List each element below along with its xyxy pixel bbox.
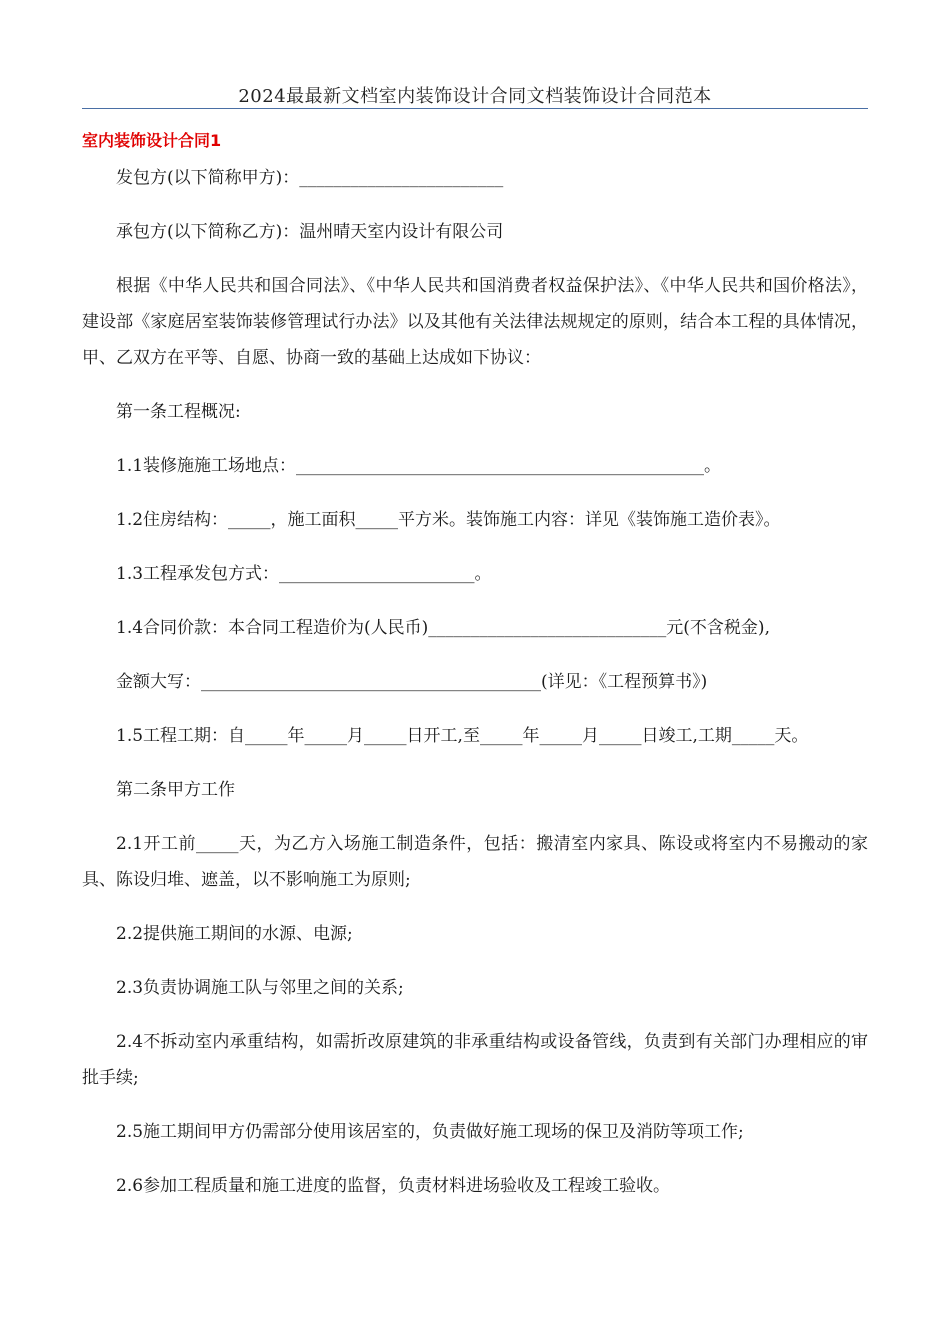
- paragraph-1-1: 1.1装修施施工场地点：________________________________________________。: [116, 456, 722, 476]
- paragraph-article-1-title: 第一条工程概况:: [116, 402, 241, 422]
- paragraph-article-2-title: 第二条甲方工作: [116, 780, 235, 800]
- paragraph-2-6: 2.6参加工程质量和施工进度的监督，负责材料进场验收及工程竣工验收。: [116, 1176, 671, 1196]
- paragraph-2-2: 2.2提供施工期间的水源、电源;: [116, 924, 353, 944]
- paragraph-amount-in-words: 金额大写：________________________________________(详见：《工程预算书》): [116, 672, 708, 692]
- paragraph-2-1: 2.1开工前_____天，为乙方入场施工制造条件，包括：搬清室内家具、陈设或将室内不易搬动的家具、陈设归堆、遮盖，以不影响施工为原则;: [82, 834, 868, 890]
- document-header-title: 2024最最新文档室内装饰设计合同文档装饰设计合同范本: [238, 86, 712, 107]
- paragraph-party-a: 发包方(以下简称甲方)：________________________: [116, 168, 504, 188]
- document-body: [82, 160, 868, 1222]
- paragraph-1-5: 1.5工程工期：自_____年_____月_____日开工,至_____年_____月_____日竣工,工期_____天。: [116, 726, 809, 746]
- paragraph-party-b: 承包方(以下简称乙方)：温州晴天室内设计有限公司: [116, 222, 504, 242]
- paragraph-2-5: 2.5施工期间甲方仍需部分使用该居室的，负责做好施工现场的保卫及消防等项工作;: [116, 1122, 744, 1142]
- paragraph-legal-basis: 根据《中华人民共和国合同法》、《中华人民共和国消费者权益保护法》、《中华人民共和国价格法》，建设部《家庭居室装饰装修管理试行办法》以及其他有关法律法规规定的原则，结合本工程的具体情况，甲、乙双方在平等、自愿、协商一致的基础上达成如下协议：: [82, 276, 868, 368]
- section-title: 室内装饰设计合同1: [82, 131, 222, 150]
- paragraph-1-3: 1.3工程承发包方式：_______________________。: [116, 564, 492, 584]
- paragraph-1-2: 1.2住房结构：_____，施工面积_____平方米。装饰施工内容：详见《装饰施工造价表》。: [116, 510, 781, 530]
- paragraph-2-4: 2.4不拆动室内承重结构，如需折改原建筑的非承重结构或设备管线，负责到有关部门办理相应的审批手续;: [82, 1032, 868, 1088]
- paragraph-1-4: 1.4合同价款：本合同工程造价为(人民币)____________________________元(不含税金),: [116, 618, 770, 638]
- header-divider: [82, 108, 868, 109]
- paragraph-2-3: 2.3负责协调施工队与邻里之间的关系;: [116, 978, 404, 998]
